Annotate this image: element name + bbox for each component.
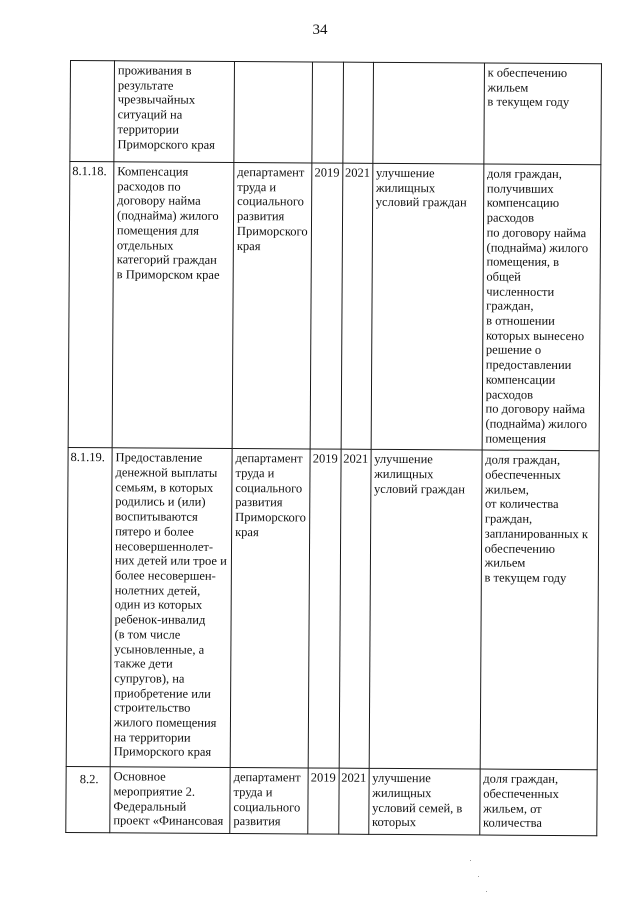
scan-speck bbox=[478, 876, 479, 877]
cell-number: 8.1.18. bbox=[68, 162, 114, 449]
cell-indicator: к обеспечению жильем в текущем году bbox=[484, 63, 602, 165]
cell-executor bbox=[234, 62, 312, 163]
program-table-sheet bbox=[65, 60, 601, 836]
cell-end-year: 2021 bbox=[339, 450, 371, 769]
cell-number: 8.1.19. bbox=[66, 448, 112, 767]
cell-expected-result: улучшение жилищных условий семей, в которых bbox=[368, 769, 479, 835]
cell-end-year bbox=[343, 62, 374, 163]
page-number: 34 bbox=[312, 22, 328, 38]
program-measures-table bbox=[65, 60, 601, 836]
cell-expected-result: улучшение жилищных условий граждан bbox=[371, 163, 484, 450]
cell-start-year: 2019 bbox=[307, 768, 338, 834]
cell-measure-name: Основное мероприятие 2. Федеральный проект «Финансовая bbox=[110, 767, 230, 834]
cell-indicator: доля граждан, обеспеченных жильем, от количества bbox=[479, 769, 596, 836]
cell-expected-result: улучшение жилищных условий граждан bbox=[369, 450, 482, 770]
cell-start-year: 2019 bbox=[308, 449, 341, 768]
cell-measure-name: Предоставление денежной выплаты семьям, в которых родились и (или) воспитываются пятеро и более несовершеннолет- них детей или трое и более несовершен- нолетних детей, один из которых ребенок-инвалид (в том числе усыновленные, а также дети супругов), на приобретение или строительство жилого помещения на территории Приморского края bbox=[110, 448, 232, 768]
scan-speck bbox=[486, 891, 487, 892]
cell-start-year bbox=[312, 62, 344, 163]
cell-executor: департамент труда и социального развития bbox=[230, 768, 308, 834]
cell-executor: департамент труда и социального развития Приморского края bbox=[232, 163, 311, 450]
cell-measure-name: Компенсация расходов по договору найма (поднайма) жилого помещения для отдельных категорий граждан в Приморском крае bbox=[112, 162, 234, 449]
cell-end-year: 2021 bbox=[338, 769, 368, 835]
cell-measure-name: проживания в результате чрезвычайных ситуаций на территории Приморского края bbox=[114, 61, 235, 163]
table-row bbox=[66, 448, 599, 770]
cell-expected-result bbox=[373, 62, 485, 164]
table-row bbox=[70, 61, 601, 165]
table-row bbox=[68, 162, 600, 452]
cell-number: 8.2. bbox=[66, 767, 110, 833]
table-row bbox=[66, 767, 597, 836]
cell-indicator: доля граждан, обеспеченных жильем, от количества граждан, запланированных к обеспечению жильем в текущем году bbox=[480, 450, 599, 770]
cell-start-year: 2019 bbox=[310, 163, 343, 450]
cell-executor: департамент труда и социального развития Приморского края bbox=[230, 449, 310, 768]
scan-speck bbox=[470, 860, 471, 861]
cell-number bbox=[70, 61, 115, 162]
cell-indicator: доля граждан, получивших компенсацию расходов по договору найма (поднайма) жилого помещения, в общей численности граждан, в отношении которых вынесено решение о предоставлении компенсации расходов по договору найма (поднайма) жилого помещения bbox=[482, 164, 601, 451]
cell-end-year: 2021 bbox=[341, 163, 373, 450]
